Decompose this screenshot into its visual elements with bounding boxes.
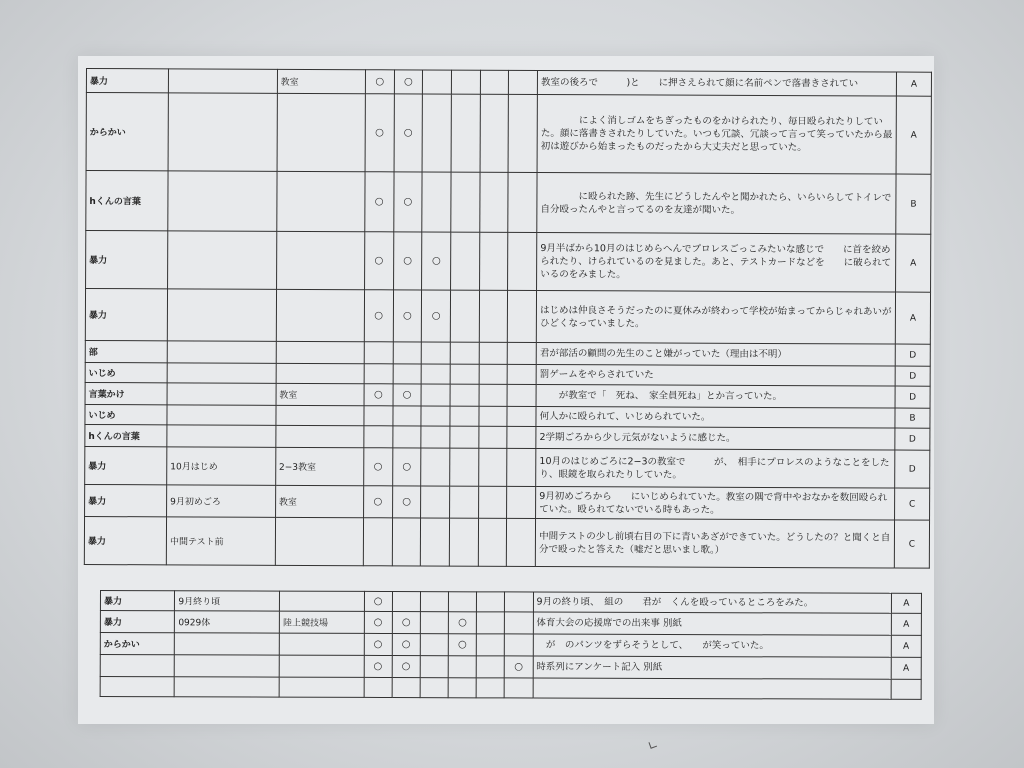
- check-mark-cell: ○: [392, 486, 421, 518]
- rank-cell: A: [891, 593, 921, 613]
- description-cell: 2学期ごろから少し元気がないように感じた。: [536, 426, 895, 450]
- rank-cell: C: [895, 488, 930, 520]
- check-mark-cell: [505, 612, 533, 634]
- check-mark-cell: [507, 406, 536, 426]
- table-row: [85, 289, 930, 345]
- table-row: [86, 231, 931, 293]
- table-row: [85, 484, 930, 520]
- description-cell: 時系列にアンケート記入 別紙: [533, 656, 891, 679]
- check-mark-cell: [476, 678, 504, 698]
- table-row: [86, 93, 931, 175]
- check-mark-cell: ○: [365, 70, 394, 94]
- time-cell: [175, 655, 280, 677]
- rank-cell: D: [895, 386, 930, 408]
- description-cell: 何人かに殴られて、いじめられていた。: [536, 406, 895, 428]
- check-mark-cell: [450, 448, 479, 486]
- place-cell: 陸上競技場: [279, 611, 364, 633]
- check-mark-cell: [364, 677, 392, 697]
- place-cell: [276, 405, 364, 425]
- table-row: [100, 655, 921, 680]
- check-mark-cell: [508, 94, 537, 172]
- rank-cell: [891, 679, 921, 699]
- description-cell: に殴られた跡、先生にどうしたんやと聞かれたら、いらいらしてトイレで自分殴ったんやと言ってるのを友達が聞いた。: [537, 172, 896, 234]
- check-mark-cell: ○: [364, 384, 393, 406]
- check-mark-cell: [478, 448, 507, 486]
- check-mark-cell: [479, 364, 508, 384]
- check-mark-cell: [450, 426, 479, 448]
- time-cell: 中間テスト前: [166, 517, 275, 565]
- description-cell: が のパンツをずらそうとして、 が笑っていた。: [533, 634, 891, 657]
- description-cell: 9月半ばから10月のはじめらへんでプロレスごっこみたいな感じで に首を絞められたり、けられているのを見ました。あと、テストカードなどを に破られているのをみました。: [537, 232, 896, 292]
- rank-cell: B: [895, 408, 930, 428]
- table-row: [86, 171, 931, 235]
- check-mark-cell: [505, 592, 533, 612]
- check-mark-cell: [508, 232, 537, 290]
- place-cell: 2−3教室: [275, 447, 363, 485]
- category-cell: 暴力: [84, 516, 166, 564]
- check-mark-cell: [451, 94, 480, 172]
- check-mark-cell: ○: [365, 172, 394, 232]
- check-mark-cell: ○: [448, 612, 476, 634]
- check-mark-cell: ○: [392, 656, 420, 678]
- check-mark-cell: ○: [364, 655, 392, 677]
- check-mark-cell: [507, 426, 536, 448]
- description-cell: 中間テストの少し前頃右目の下に青いあざができていた。どうしたの？と聞くと自分で殴ったと答えた（嘘だと思いまし歌。）: [535, 518, 894, 568]
- place-cell: [277, 93, 366, 171]
- check-mark-cell: [508, 172, 537, 232]
- rank-cell: A: [891, 657, 921, 679]
- check-mark-cell: [422, 342, 451, 364]
- category-cell: 言葉かけ: [85, 382, 167, 404]
- category-cell: 部: [85, 340, 167, 362]
- category-cell: からかい: [100, 633, 175, 655]
- category-cell: 暴力: [85, 289, 167, 341]
- check-mark-cell: ○: [422, 290, 451, 342]
- description-cell: 9月の終り頃、 組の 君が くんを殴っているところをみた。: [533, 592, 891, 613]
- check-mark-cell: ○: [364, 611, 392, 633]
- time-cell: [167, 405, 276, 425]
- category-cell: いじめ: [85, 404, 167, 424]
- check-mark-cell: [421, 486, 450, 518]
- place-cell: [275, 517, 363, 565]
- category-cell: [100, 655, 175, 677]
- rank-cell: A: [896, 72, 931, 96]
- check-mark-cell: [479, 342, 508, 364]
- check-mark-cell: ○: [393, 384, 422, 406]
- check-mark-cell: [507, 518, 536, 566]
- category-cell: からかい: [86, 93, 168, 171]
- check-mark-cell: ○: [392, 634, 420, 656]
- time-cell: [168, 171, 277, 231]
- category-cell: [100, 677, 175, 697]
- check-mark-cell: ○: [364, 591, 392, 611]
- time-cell: [175, 677, 280, 697]
- check-mark-cell: [420, 656, 448, 678]
- check-mark-cell: [421, 384, 450, 406]
- check-mark-cell: [393, 406, 422, 426]
- time-cell: [167, 383, 276, 405]
- check-mark-cell: ○: [365, 94, 394, 172]
- check-mark-cell: [421, 406, 450, 426]
- check-mark-cell: [421, 364, 450, 384]
- check-mark-cell: ○: [393, 172, 422, 232]
- check-mark-cell: [364, 342, 393, 364]
- category-cell: 暴力: [86, 231, 168, 289]
- place-cell: [276, 231, 364, 289]
- check-mark-cell: [449, 518, 478, 566]
- check-mark-cell: [479, 232, 508, 290]
- check-mark-cell: [363, 518, 392, 566]
- check-mark-cell: [450, 486, 479, 518]
- time-cell: [168, 69, 277, 93]
- rank-cell: A: [891, 613, 921, 635]
- check-mark-cell: ○: [364, 232, 393, 290]
- check-mark-cell: [448, 656, 476, 678]
- place-cell: [276, 363, 364, 383]
- check-mark-cell: [392, 426, 421, 448]
- time-cell: [167, 425, 276, 447]
- check-mark-cell: [448, 592, 476, 612]
- time-cell: [175, 633, 280, 655]
- check-mark-cell: ○: [392, 612, 420, 634]
- check-mark-cell: [451, 70, 480, 94]
- check-mark-cell: [479, 290, 508, 342]
- place-cell: [279, 655, 364, 677]
- check-mark-cell: [450, 290, 479, 342]
- check-mark-cell: [477, 612, 505, 634]
- check-mark-cell: [420, 592, 448, 612]
- table-row: [100, 633, 921, 658]
- table-row: [85, 446, 930, 488]
- rank-cell: D: [895, 366, 930, 386]
- rank-cell: D: [895, 428, 930, 450]
- rank-cell: C: [894, 520, 929, 568]
- rank-cell: D: [895, 344, 930, 366]
- category-cell: 暴力: [86, 69, 168, 93]
- description-cell: 体育大会の応援席での出来事 別紙: [533, 612, 891, 635]
- description-cell: 9月初めごろから にいじめられていた。教室の隅で背中やおなかを数回殴られていた。殴られてないでいる時もあった。: [536, 486, 895, 520]
- check-mark-cell: [478, 518, 507, 566]
- check-mark-cell: [476, 634, 504, 656]
- table-row: [86, 69, 931, 97]
- check-mark-cell: [479, 384, 508, 406]
- check-mark-cell: ○: [394, 94, 423, 172]
- check-mark-cell: [450, 406, 479, 426]
- place-cell: [279, 633, 364, 655]
- check-mark-cell: [480, 172, 509, 232]
- check-mark-cell: [508, 342, 537, 364]
- time-cell: 9月終り頃: [175, 591, 280, 611]
- place-cell: [276, 425, 364, 447]
- check-mark-cell: [479, 406, 508, 426]
- category-cell: いじめ: [85, 362, 167, 382]
- description-cell: 10月のはじめごろに2−3の教室で が、 相手にプロレスのようなことをしたり、眼鏡を取られたりしていた。: [536, 448, 895, 488]
- table-row: [100, 677, 921, 700]
- survey-table-lower: [100, 590, 922, 700]
- check-mark-cell: [393, 364, 422, 384]
- time-cell: [167, 341, 276, 363]
- check-mark-cell: [420, 678, 448, 698]
- time-cell: [167, 363, 276, 383]
- place-cell: 教室: [276, 383, 364, 405]
- check-mark-cell: [364, 406, 393, 426]
- check-mark-cell: [507, 448, 536, 486]
- pen-mark: ∟: [645, 736, 661, 754]
- check-mark-cell: [448, 678, 476, 698]
- survey-table-upper: [84, 68, 932, 569]
- check-mark-cell: ○: [364, 633, 392, 655]
- category-cell: hくんの言葉: [86, 171, 168, 231]
- check-mark-cell: [364, 426, 393, 448]
- check-mark-cell: ○: [422, 232, 451, 290]
- rank-cell: B: [896, 174, 931, 234]
- check-mark-cell: [480, 70, 509, 94]
- time-cell: [168, 93, 277, 171]
- check-mark-cell: ○: [364, 290, 393, 342]
- rank-cell: D: [895, 450, 930, 488]
- description-cell: 罰ゲームをやらされていた: [536, 364, 895, 386]
- check-mark-cell: [478, 486, 507, 518]
- place-cell: [276, 341, 364, 363]
- time-cell: [168, 231, 277, 289]
- category-cell: 暴力: [100, 591, 175, 611]
- check-mark-cell: [423, 70, 452, 94]
- check-mark-cell: [421, 426, 450, 448]
- check-mark-cell: [392, 592, 420, 612]
- place-cell: [276, 289, 364, 341]
- time-cell: 10月はじめ: [167, 447, 276, 485]
- check-mark-cell: [364, 364, 393, 384]
- place-cell: [279, 677, 364, 697]
- check-mark-cell: [420, 612, 448, 634]
- time-cell: [167, 289, 276, 341]
- description-cell: が教室で「 死ね、 家全員死ね」とか言っていた。: [536, 384, 895, 408]
- check-mark-cell: [392, 518, 421, 566]
- rank-cell: A: [891, 635, 921, 657]
- check-mark-cell: [480, 94, 509, 172]
- check-mark-cell: [451, 172, 480, 232]
- check-mark-cell: ○: [393, 290, 422, 342]
- check-mark-cell: [507, 486, 536, 518]
- category-cell: hくんの言葉: [85, 424, 167, 446]
- check-mark-cell: [421, 518, 450, 566]
- check-mark-cell: [393, 342, 422, 364]
- place-cell: [280, 591, 365, 611]
- check-mark-cell: [508, 364, 537, 384]
- check-mark-cell: ○: [364, 448, 393, 486]
- rank-cell: A: [896, 234, 931, 292]
- check-mark-cell: ○: [505, 656, 533, 678]
- check-mark-cell: [450, 364, 479, 384]
- check-mark-cell: ○: [392, 448, 421, 486]
- check-mark-cell: [392, 678, 420, 698]
- check-mark-cell: [508, 290, 537, 342]
- table-row: [84, 516, 929, 568]
- check-mark-cell: [422, 172, 451, 232]
- rank-cell: A: [896, 96, 931, 174]
- table-row: [100, 611, 921, 636]
- check-mark-cell: [509, 70, 538, 94]
- check-mark-cell: [450, 342, 479, 364]
- category-cell: 暴力: [85, 446, 167, 484]
- check-mark-cell: [422, 94, 451, 172]
- check-mark-cell: [479, 426, 508, 448]
- time-cell: 9月初めごろ: [167, 485, 276, 517]
- check-mark-cell: [420, 634, 448, 656]
- check-mark-cell: ○: [393, 232, 422, 290]
- place-cell: [277, 171, 365, 231]
- check-mark-cell: [504, 678, 532, 698]
- time-cell: 0929体: [175, 611, 280, 633]
- check-mark-cell: [421, 448, 450, 486]
- check-mark-cell: [505, 634, 533, 656]
- check-mark-cell: ○: [394, 70, 423, 94]
- check-mark-cell: [507, 384, 536, 406]
- description-cell: 教室の後ろで )と に押さえられて顔に名前ペンで落書きされてい: [538, 70, 897, 96]
- place-cell: 教室: [277, 69, 365, 93]
- check-mark-cell: [477, 592, 505, 612]
- check-mark-cell: [476, 656, 504, 678]
- rank-cell: A: [895, 292, 930, 344]
- description-cell: によく消しゴムをちぎったものをかけられたり、毎日殴られたりしていた。顔に落書きされたりしていた。いつも冗談、冗談って言って笑っていたから最初は遊びから始まったものだったから大丈夫だと思っていた。: [537, 94, 896, 174]
- check-mark-cell: ○: [448, 634, 476, 656]
- place-cell: 教室: [275, 485, 363, 517]
- category-cell: 暴力: [100, 611, 175, 633]
- description-cell: はじめは仲良さそうだったのに夏休みが終わって学校が始まってからじゃれあいがひどくなっていました。: [536, 290, 895, 344]
- category-cell: 暴力: [85, 484, 167, 516]
- description-cell: [533, 678, 891, 699]
- check-mark-cell: ○: [363, 486, 392, 518]
- check-mark-cell: [451, 232, 480, 290]
- check-mark-cell: [450, 384, 479, 406]
- description-cell: 君が部活の顧問の先生のこと嫌がっていた（理由は不明）: [536, 342, 895, 366]
